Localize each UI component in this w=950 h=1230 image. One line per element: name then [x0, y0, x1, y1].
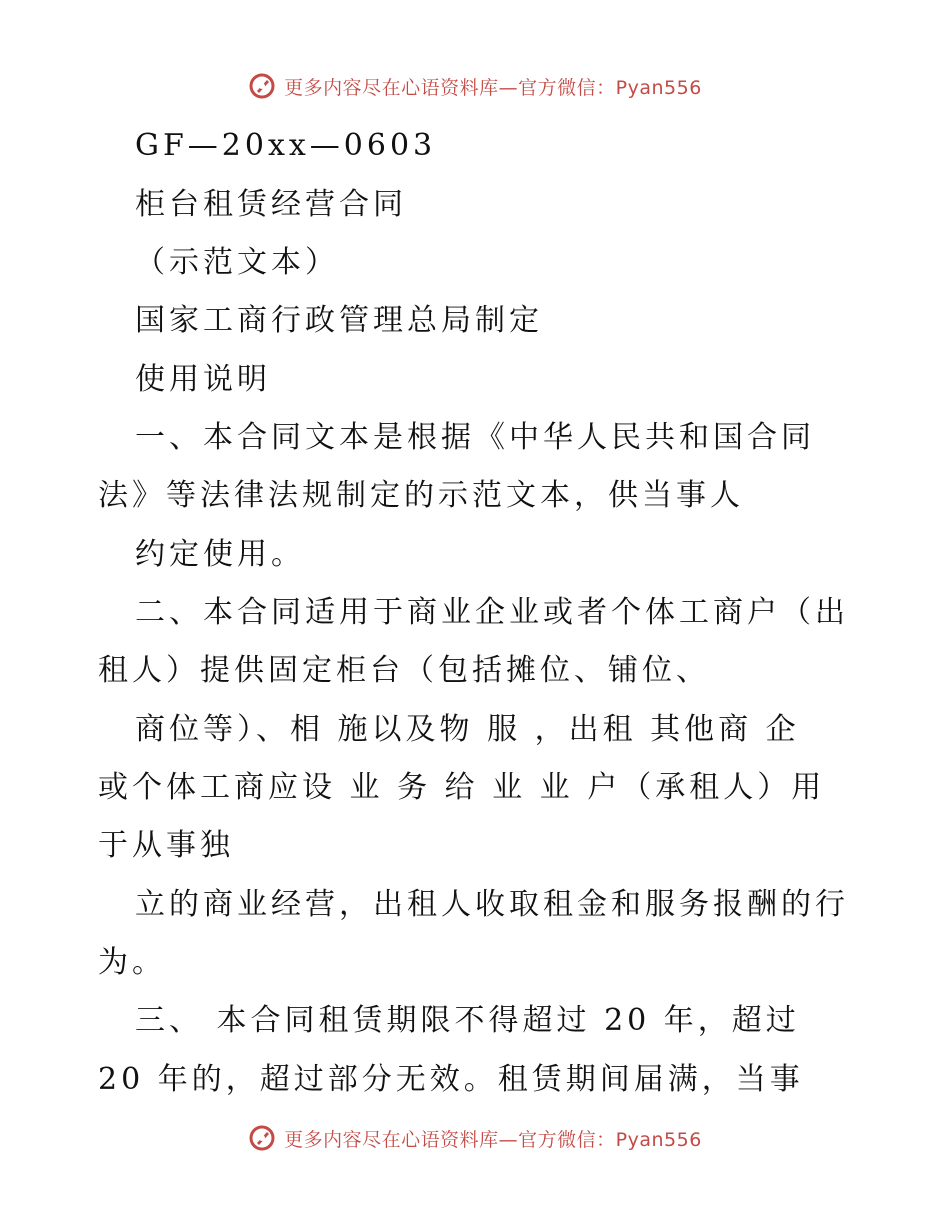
text-line: 二、本合同适用于商业企业或者个体工商户（出 — [135, 595, 849, 630]
text-line: 或个体工商应设 业 务 给 业 业 户（承租人）用 — [98, 770, 826, 805]
quill-logo-icon — [248, 72, 276, 100]
text-line: 立的商业经营，出租人收取租金和服务报酬的行 — [135, 887, 849, 922]
doc-subtitle: （示范文本） — [135, 245, 339, 280]
text-line: 约定使用。 — [135, 537, 305, 572]
watermark-footer — [0, 1124, 950, 1152]
watermark-header — [0, 72, 950, 100]
text-line: 租人）提供固定柜台（包括摊位、铺位、 — [98, 653, 710, 688]
section-heading: 使用说明 — [135, 362, 271, 397]
text-line: 于从事独 — [98, 828, 234, 863]
quill-logo-icon — [248, 1124, 276, 1152]
watermark-text: 更多内容尽在心语资料库—官方微信：Pyan556 — [284, 1128, 702, 1151]
doc-title: 柜台租赁经营合同 — [135, 187, 407, 222]
text-line: 三、 本合同租赁期限不得超过 20 年，超过 — [135, 1003, 800, 1038]
text-line: 20 年的，超过部分无效。租赁期间届满，当事 — [98, 1062, 804, 1097]
text-line: 一、本合同文本是根据《中华人民共和国合同 — [135, 420, 815, 455]
text-line: 商位等）、相 施以及物 服 ，出租 其他商 企 — [135, 712, 800, 747]
watermark-text: 更多内容尽在心语资料库—官方微信：Pyan556 — [284, 76, 702, 99]
doc-code: GF—20xx—0603 — [135, 128, 437, 163]
text-line: 为。 — [98, 945, 166, 980]
doc-issuer: 国家工商行政管理总局制定 — [135, 303, 543, 338]
text-line: 法》等法律法规制定的示范文本，供当事人 — [98, 478, 744, 513]
